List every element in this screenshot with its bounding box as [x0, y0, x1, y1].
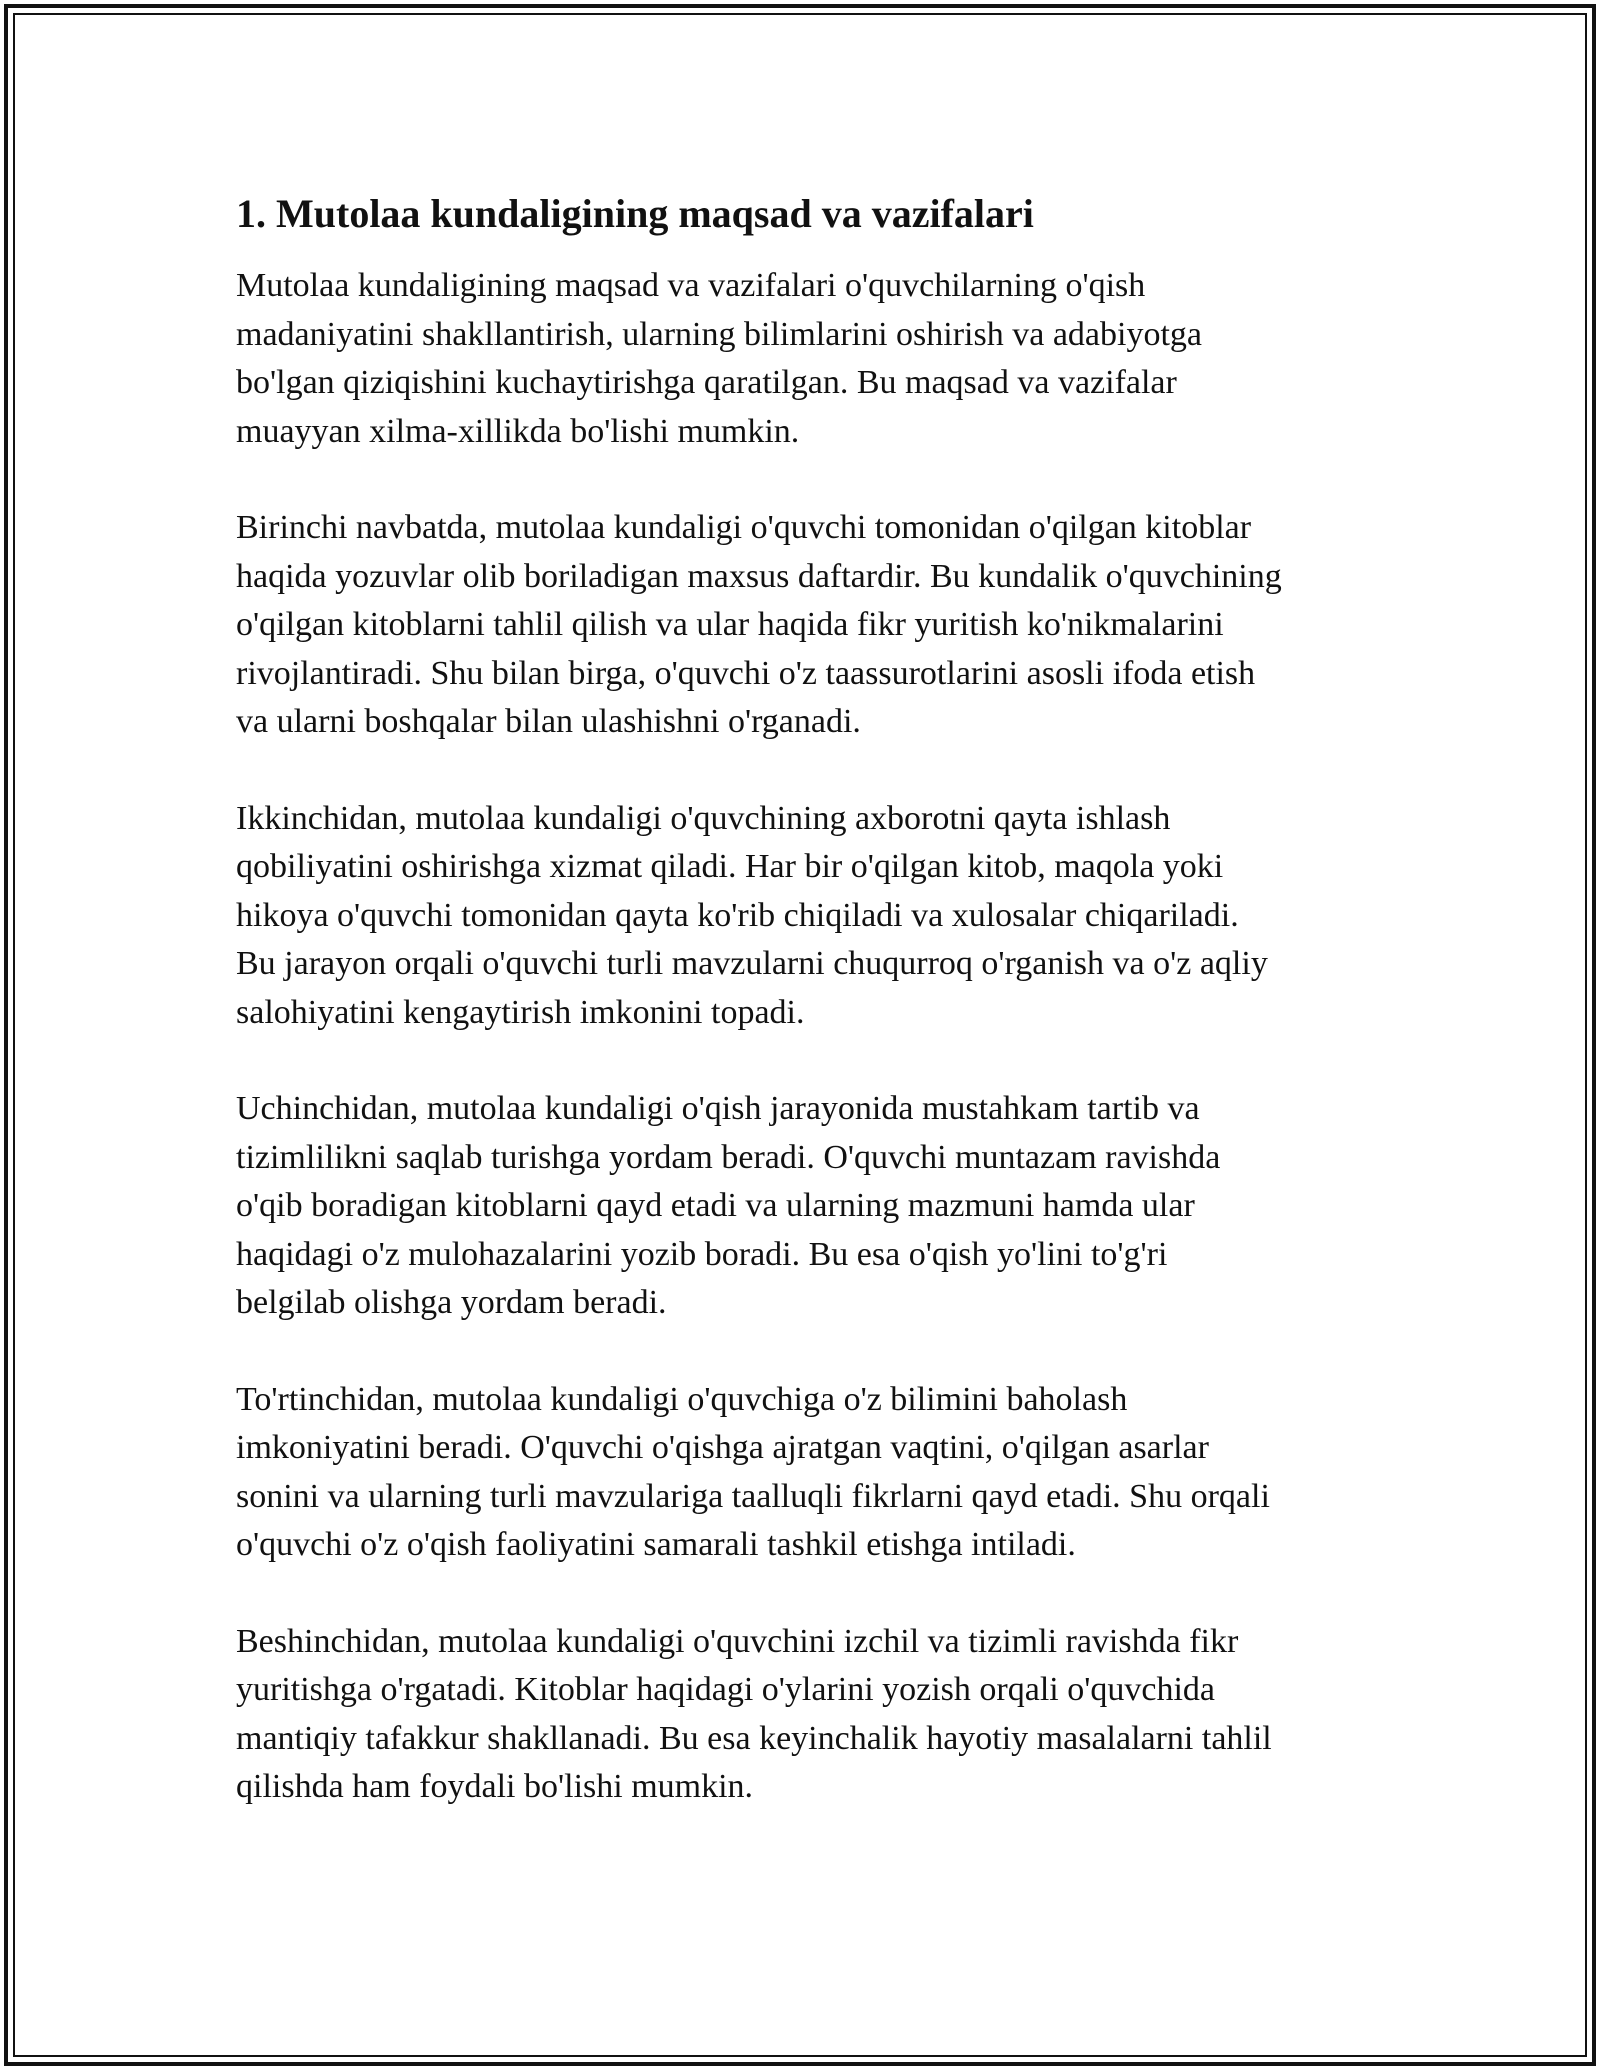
paragraph-line: Mutolaa kundaligining maqsad va vazifalari o'quvchilarning o'qish	[236, 267, 1146, 304]
paragraph-line: rivojlantiradi. Shu bilan birga, o'quvchi o'z taassurotlarini asosli ifoda etish	[236, 654, 1256, 692]
paragraph-6	[236, 1618, 1386, 1812]
paragraph-line: qilishda ham foydali bo'lishi mumkin.	[236, 1768, 754, 1805]
paragraph-line: yuritishga o'rgatadi. Kitoblar haqidagi o'ylarini yozish orqali o'quvchida	[236, 1671, 1215, 1708]
paragraph-line: o'qib boradigan kitoblarni qayd etadi va ularning mazmuni hamda ular	[236, 1187, 1195, 1224]
paragraph-line: haqidagi o'z mulohazalarini yozib boradi. Bu esa o'qish yo'lini to'g'ri	[236, 1235, 1168, 1273]
paragraph-line: haqida yozuvlar olib boriladigan maxsus daftardir. Bu kundalik o'quvchining	[236, 557, 1282, 595]
paragraph-line: salohiyatini kengaytirish imkonini topadi.	[236, 993, 805, 1031]
paragraph-4	[236, 1085, 1386, 1328]
paragraph-line: Ikkinchidan, mutolaa kundaligi o'quvchining axborotni qayta ishlash	[236, 799, 1171, 837]
paragraph-line: belgilab olishga yordam beradi.	[236, 1284, 667, 1321]
paragraph-line: qobiliyatini oshirishga xizmat qiladi. Har bir o'qilgan kitob, maqola yoki	[236, 848, 1224, 885]
paragraph-line: Birinchi navbatda, mutolaa kundaligi o'quvchi tomonidan o'qilgan kitoblar	[236, 509, 1252, 546]
paragraph-line: Uchinchidan, mutolaa kundaligi o'qish jarayonida mustahkam tartib va	[236, 1090, 1200, 1127]
paragraph-line: muayyan xilma-xillikda bo'lishi mumkin.	[236, 412, 800, 450]
paragraph-5	[236, 1376, 1386, 1570]
document-body	[236, 184, 1386, 1860]
paragraph-3	[236, 795, 1386, 1038]
paragraph-line: Beshinchidan, mutolaa kundaligi o'quvchini izchil va tizimli ravishda fikr	[236, 1622, 1239, 1660]
paragraph-line: Bu jarayon orqali o'quvchi turli mavzularni chuqurroq o'rganish va o'z aqliy	[236, 945, 1268, 982]
paragraph-2	[236, 504, 1386, 747]
paragraph-line: hikoya o'quvchi tomonidan qayta ko'rib chiqiladi va xulosalar chiqariladi.	[236, 896, 1239, 934]
paragraph-line: mantiqiy tafakkur shakllanadi. Bu esa keyinchalik hayotiy masalalarni tahlil	[236, 1719, 1272, 1757]
document-title: 1. Mutolaa kundaligining maqsad va vazifalari	[236, 191, 1034, 236]
paragraph-line: madaniyatini shakllantirish, ularning bilimlarini oshirish va adabiyotga	[236, 315, 1202, 353]
paragraph-line: sonini va ularning turli mavzulariga taalluqli fikrlarni qayd etadi. Shu orqali	[236, 1477, 1270, 1515]
paragraph-line: va ularni boshqalar bilan ulashishni o'rganadi.	[236, 703, 861, 740]
paragraph-line: tizimlilikni saqlab turishga yordam beradi. O'quvchi muntazam ravishda	[236, 1138, 1221, 1176]
paragraph-line: To'rtinchidan, mutolaa kundaligi o'quvchiga o'z bilimini baholash	[236, 1380, 1128, 1418]
paragraph-line: o'quvchi o'z o'qish faoliyatini samarali tashkil etishga intiladi.	[236, 1526, 1076, 1563]
paragraph-line: bo'lgan qiziqishini kuchaytirishga qaratilgan. Bu maqsad va vazifalar	[236, 364, 1177, 401]
paragraph-1	[236, 262, 1386, 456]
paragraph-line: imkoniyatini beradi. O'quvchi o'qishga ajratgan vaqtini, o'qilgan asarlar	[236, 1429, 1209, 1466]
paragraph-line: o'qilgan kitoblarni tahlil qilish va ular haqida fikr yuritish ko'nikmalarini	[236, 606, 1224, 643]
